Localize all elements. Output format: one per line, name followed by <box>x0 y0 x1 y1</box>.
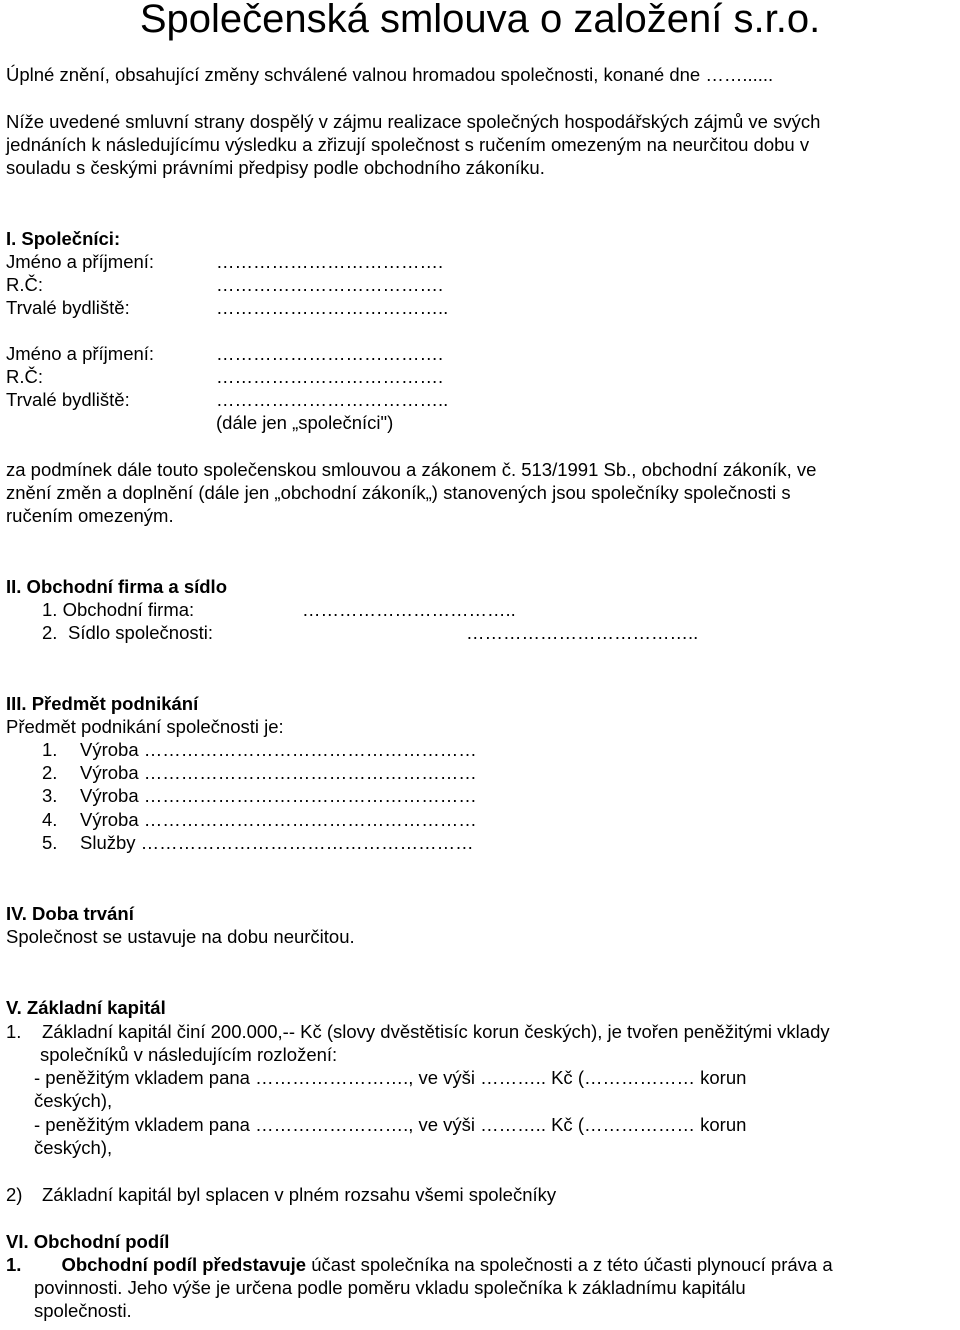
list-number: 2. <box>42 762 58 783</box>
partner-rc-value: ………………………………. <box>216 274 444 295</box>
partner-address-value: ……………………………….. <box>216 297 449 318</box>
list-item: Výroba ……………………………………………… <box>80 785 477 806</box>
share-text: společnosti. <box>34 1300 132 1321</box>
seat-number: 2. <box>42 622 58 643</box>
list-item: Výroba ……………………………………………… <box>80 762 477 783</box>
list-item: Služby ……………………………………………… <box>80 832 474 853</box>
deposit-line: - peněžitým vkladem pana ……………………., ve výši ……….. Kč (……………… korun <box>34 1067 747 1088</box>
deposit-line: českých), <box>34 1137 113 1158</box>
seat-label: Sídlo společnosti: <box>68 622 214 643</box>
partners-note: (dále jen „společníci") <box>216 412 394 433</box>
section-heading: III. Předmět podnikání <box>6 693 199 714</box>
section1-paragraph-line: znění změn a doplnění (dále jen „obchodní zákoník„) stanovených jsou společníky společnosti s <box>6 482 791 503</box>
list-number: 4. <box>42 809 58 830</box>
seat-value: ……………………………….. <box>466 622 699 643</box>
share-line <box>6 1253 833 1276</box>
partner-name-value: ………………………………. <box>216 343 444 364</box>
share-bold-text: Obchodní podíl představuje <box>61 1254 307 1275</box>
section-heading: V. Základní kapitál <box>6 997 166 1018</box>
section-heading: II. Obchodní firma a sídlo <box>6 576 227 597</box>
section-heading: I. Společníci: <box>6 228 121 249</box>
capital-text: Základní kapitál činí 200.000,-- Kč (slovy dvěstětisíc korun českých), je tvořen peněžitými vklady <box>42 1021 830 1042</box>
section1-paragraph-line: ručením omezeným. <box>6 505 174 526</box>
section1-paragraph-line: za podmínek dále touto společenskou smlouvou a zákonem č. 513/1991 Sb., obchodní zákoník, ve <box>6 459 817 480</box>
deposit-line: - peněžitým vkladem pana ……………………., ve výši ……….. Kč (……………… korun <box>34 1114 747 1135</box>
section-heading: VI. Obchodní podíl <box>6 1231 170 1252</box>
intro-line: souladu s českými právními předpisy podle obchodního zákoníku. <box>6 157 545 178</box>
company-name-value: …………………………….. <box>302 599 516 620</box>
partner-name-label: Jméno a příjmení: <box>6 343 155 364</box>
document-title: Společenská smlouva o založení s.r.o. <box>139 0 821 41</box>
list-number: 1. <box>42 739 58 760</box>
partner-name-label: Jméno a příjmení: <box>6 251 155 272</box>
list-number: 2) <box>6 1184 23 1205</box>
list-item: Výroba ……………………………………………… <box>80 809 477 830</box>
partner-name-value: ………………………………. <box>216 251 444 272</box>
subtitle: Úplné znění, obsahující změny schválené valnou hromadou společnosti, konané dne ……...... <box>6 64 774 85</box>
partner-address-value: ……………………………….. <box>216 389 449 410</box>
duration-text: Společnost se ustavuje na dobu neurčitou. <box>6 926 355 947</box>
partner-rc-label: R.Č: <box>6 366 43 387</box>
partner-rc-label: R.Č: <box>6 274 43 295</box>
deposit-line: českých), <box>34 1090 113 1111</box>
list-number: 3. <box>42 785 58 806</box>
list-number: 1. <box>6 1021 22 1042</box>
share-text: účast společníka na společnosti a z této účasti plynoucí práva a <box>306 1254 833 1275</box>
list-number: 1. <box>6 1254 22 1275</box>
business-lead: Předmět podnikání společnosti je: <box>6 716 284 737</box>
capital-paid-text: Základní kapitál byl splacen v plném rozsahu všemi společníky <box>42 1184 557 1205</box>
share-text: povinnosti. Jeho výše je určena podle poměru vkladu společníka k základnímu kapitálu <box>34 1277 746 1298</box>
partner-address-label: Trvalé bydliště: <box>6 297 130 318</box>
intro-line: Níže uvedené smluvní strany dospělý v zájmu realizace společných hospodářských zájmů ve svých <box>6 111 821 132</box>
section-heading: IV. Doba trvání <box>6 903 134 924</box>
intro-line: jednáních k následujícímu výsledku a zřizují společnost s ručením omezeným na neurčitou dobu v <box>6 134 810 155</box>
company-name-label: 1. Obchodní firma: <box>42 599 195 620</box>
list-item: Výroba ……………………………………………… <box>80 739 477 760</box>
partner-rc-value: ………………………………. <box>216 366 444 387</box>
list-number: 5. <box>42 832 58 853</box>
partner-address-label: Trvalé bydliště: <box>6 389 130 410</box>
capital-text: společníků v následujícím rozložení: <box>40 1044 338 1065</box>
